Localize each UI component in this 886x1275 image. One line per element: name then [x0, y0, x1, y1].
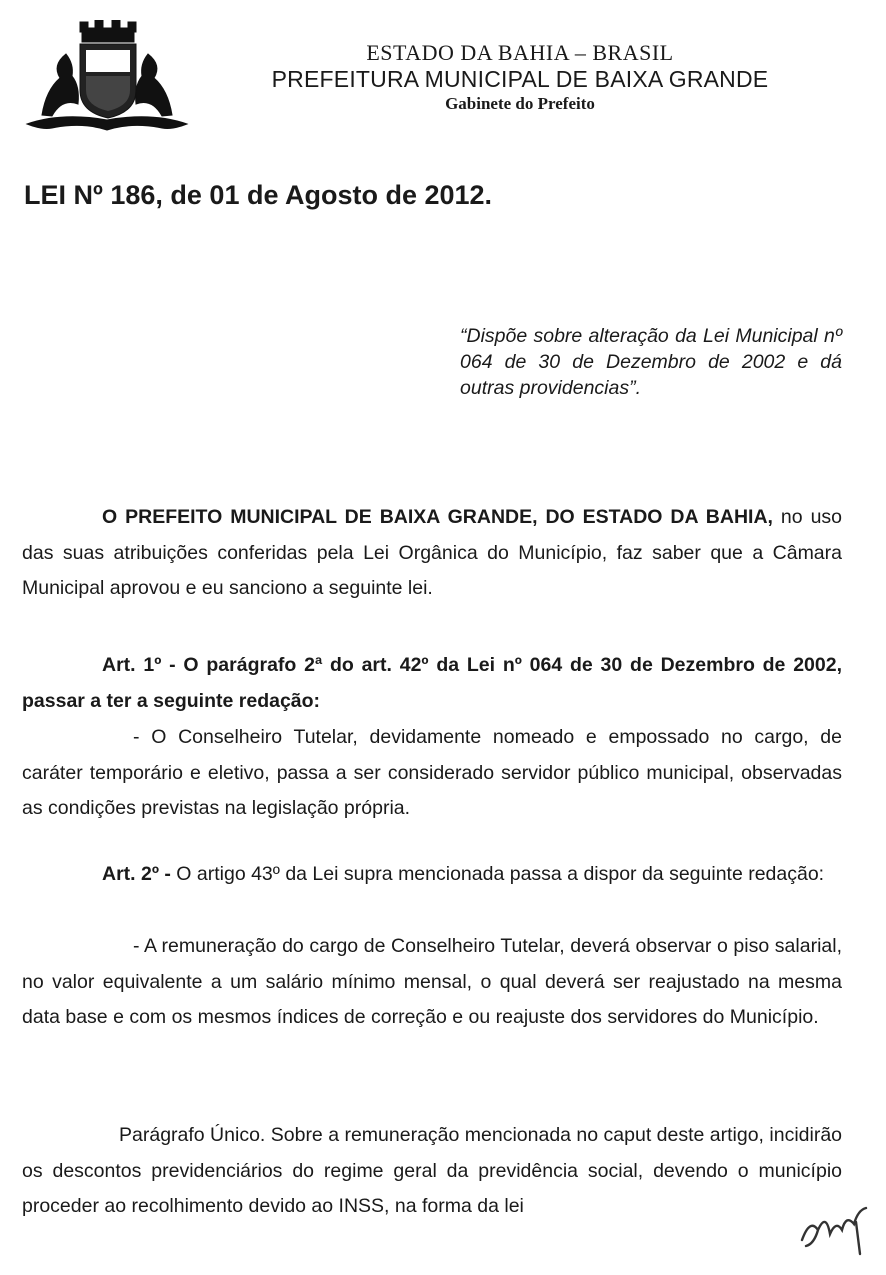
art2-text2: - A remuneração do cargo de Conselheiro Tutelar, deverá observar o piso salarial, no valor equivalente a um salário mínimo mensal, o qual deverá ser reajustado na mesma data base e com os mesmos índices de correção e ou reajuste dos servidores do Município.: [22, 935, 842, 1028]
art1-text: - O Conselheiro Tutelar, devidamente nomeado e empossado no cargo, de caráter temporário e eletivo, passa a ser considerado servidor público municipal, observadas as condições previstas na legislação própria.: [22, 726, 842, 819]
art2-body: [22, 929, 842, 1036]
paragrafo-unico-text: Parágrafo Único. Sobre a remuneração mencionada no caput deste artigo, incidirão os descontos previdenciários do regime geral da previdência social, devendo o município proceder ao recolhimento devido ao INSS, na forma da lei: [22, 1124, 843, 1217]
coat-of-arms-icon: [22, 20, 192, 140]
law-title: LEI Nº 186, de 01 de Agosto de 2012.: [24, 180, 493, 210]
state-name: ESTADO DA BAHIA – BRASIL: [366, 40, 674, 65]
art2-heading: [22, 857, 842, 893]
office-name: Gabinete do Prefeito: [445, 94, 595, 113]
preamble-paragraph: [22, 500, 842, 607]
art2-text: O artigo 43º da Lei supra mencionada passa a dispor da seguinte redação:: [170, 863, 825, 885]
preamble-bold: O PREFEITO MUNICIPAL DE BAIXA GRANDE, DO ESTADO DA BAHIA,: [102, 506, 773, 528]
letterhead: [240, 40, 800, 115]
art1-bold: Art. 1º - O parágrafo 2ª do art. 42º da Lei nº 064 de 30 de Dezembro de 2002, passar a ter a seguinte redação:: [22, 654, 842, 712]
paragrafo-unico: [22, 1118, 842, 1225]
art1-body: [22, 720, 842, 827]
prefecture-name: PREFEITURA MUNICIPAL DE BAIXA GRANDE: [271, 66, 769, 92]
rubric-signature-icon: [796, 1200, 872, 1256]
art1-heading: [22, 648, 842, 719]
art2-bold: Art. 2º -: [102, 863, 171, 885]
preamble-text: no uso das suas atribuições conferidas pela Lei Orgânica do Município, faz saber que a Câmara Municipal aprovou e eu sanciono a seguinte lei.: [22, 506, 843, 599]
ementa: “Dispõe sobre alteração da Lei Municipal nº 064 de 30 de Dezembro de 2002 e dá outras providencias”.: [460, 325, 842, 399]
